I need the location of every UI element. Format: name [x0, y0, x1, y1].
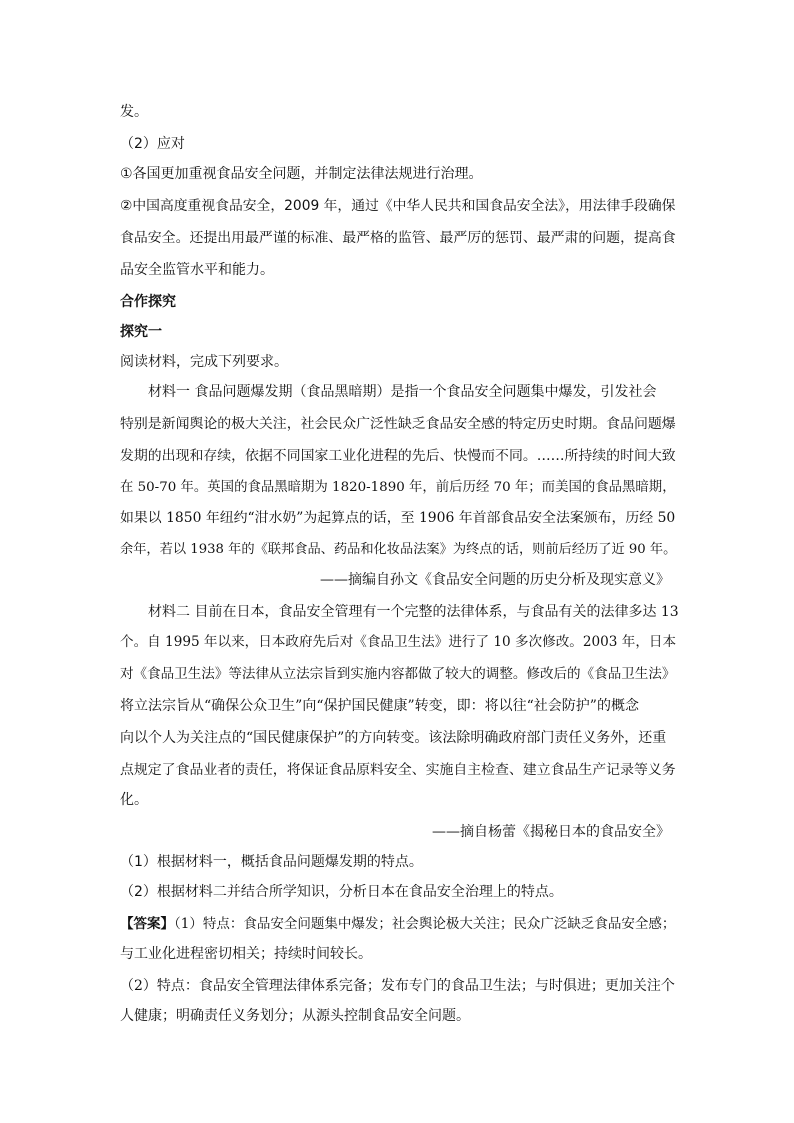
answer-label: 【答案】	[120, 916, 174, 932]
text-line: （2）应对	[120, 136, 185, 152]
answer-line	[120, 914, 675, 934]
text-line: ①各国更加重视食品安全问题，并制定法律法规进行治理。	[120, 166, 483, 182]
text-line: 食品安全。还提出用最严谨的标准、最严格的监管、最严厉的惩罚、最严肃的问题，提高食	[120, 230, 676, 246]
material-one-line: 余年，若以 1938 年的《联邦食品、药品和化妆品法案》为终点的话，则前后经历了近 90 年。	[120, 542, 677, 557]
material-two-line: 将立法宗旨从“确保公众卫生”向“保护国民健康”转变，即：将以往“社会防护”的概念	[120, 698, 639, 714]
answer-line: 与工业化进程密切相关；持续时间较长。	[120, 946, 372, 962]
material-one-line: 发期的出现和存续，依据不同国家工业化进程的先后、快慢而不同。……所持续的时间大致	[120, 448, 676, 464]
material-two-line: 材料二 目前在日本，食品安全管理有一个完整的法律体系，与食品有关的法律多达 13	[148, 604, 679, 620]
section-subheading: 探究一	[120, 324, 162, 340]
material-one-source: ——摘编自孙文《食品安全问题的历史分析及现实意义》	[320, 572, 670, 588]
answer-line: （2）特点：食品安全管理法律体系完备；发布专门的食品卫生法；与时俱进；更加关注个	[120, 978, 675, 994]
question-two: （2）根据材料二并结合所学知识，分析日本在食品安全治理上的特点。	[120, 884, 563, 900]
material-two-line: 对《食品卫生法》等法律从立法宗旨到实施内容都做了较大的调整。修改后的《食品卫生法》	[120, 666, 676, 682]
material-two-line: 点规定了食品业者的责任，将保证食品原料安全、实施自主检查、建立食品生产记录等义务	[120, 762, 676, 778]
material-two-line: 个。自 1995 年以来，日本政府先后对《食品卫生法》进行了 10 多次修改。2003 年，日本	[120, 634, 677, 650]
material-two-line: 化。	[120, 792, 148, 808]
material-two-line: 向以个人为关注点的“国民健康保护”的方向转变。该法除明确政府部门责任义务外，还重	[120, 730, 667, 746]
answer-line: 人健康；明确责任义务划分；从源头控制食品安全问题。	[120, 1008, 470, 1024]
text-line: 发。	[120, 104, 148, 120]
text-line: 品安全监管水平和能力。	[120, 262, 274, 278]
material-two-source: ——摘自杨蕾《揭秘日本的食品安全》	[432, 824, 670, 840]
material-one-line: 材料一 食品问题爆发期（食品黑暗期）是指一个食品安全问题集中爆发，引发社会	[148, 384, 657, 400]
material-one-line: 在 50-70 年。英国的食品黑暗期为 1820-1890 年，前后历经 70 年；而美国的食品黑暗期，	[120, 480, 676, 495]
answer-text: （1）特点：食品安全问题集中爆发；社会舆论极大关注；民众广泛缺乏食品安全感；	[174, 916, 676, 932]
instruction-text: 阅读材料，完成下列要求。	[120, 354, 288, 370]
material-one-line: 如果以 1850 年纽约“泔水奶”为起算点的话，至 1906 年首部食品安全法案颁布，历经 50	[120, 510, 676, 526]
question-one: （1）根据材料一，概括食品问题爆发期的特点。	[120, 854, 423, 870]
section-heading: 合作探究	[120, 294, 176, 310]
text-line: ②中国高度重视食品安全，2009 年，通过《中华人民共和国食品安全法》，用法律手段确保	[120, 198, 676, 214]
material-one-line: 特别是新闻舆论的极大关注，社会民众广泛性缺乏食品安全感的特定历史时期。食品问题爆	[120, 416, 676, 432]
